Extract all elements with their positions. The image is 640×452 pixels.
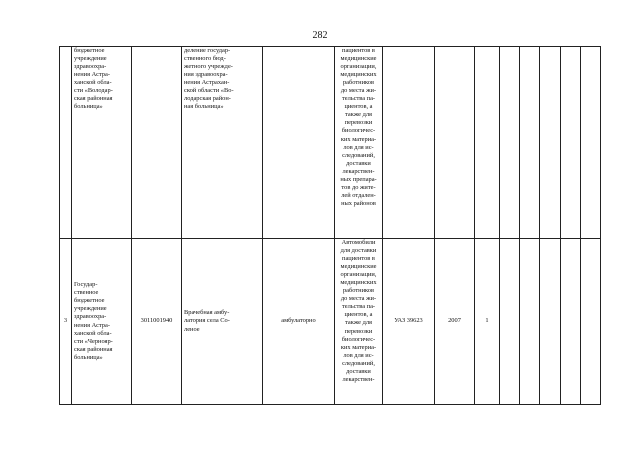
empty-cell — [540, 47, 561, 239]
empty-cell — [500, 239, 520, 405]
count-cell — [475, 47, 500, 239]
table-row — [60, 239, 601, 405]
year-cell: 2007 — [435, 239, 475, 405]
empty-cell — [540, 239, 561, 405]
subdivision-cell — [182, 239, 263, 405]
empty-cell — [520, 239, 540, 405]
inn-cell — [132, 47, 182, 239]
year-cell — [435, 47, 475, 239]
row-number-cell: 3 — [60, 239, 72, 405]
vehicle-model-cell: УАЗ 39623 — [383, 239, 435, 405]
institution-cell — [72, 239, 132, 405]
empty-cell — [500, 47, 520, 239]
subdivision-text: деление государ- ственного бюд- жетного учрежде- ния здравоохра- нения Астрахан- ской области «Во- лодарская район- ная больница» — [184, 47, 234, 111]
institution-text: Государ- ственное бюджетное учреждение здравоохра- нения Астра- ханской обла- сти «Чернояр- ская районная больница» — [74, 281, 113, 361]
subdivision-cell — [182, 47, 263, 239]
care-type-cell: амбулаторно — [263, 239, 335, 405]
empty-cell — [581, 239, 601, 405]
table-row — [60, 47, 601, 239]
subdivision-text: Врачебная амбу- латория села Со- леное — [184, 309, 230, 333]
vehicle-purpose-text: пациентов в медицинские организации, медицинских работников до места жи- тельства па- циентов, а также для перевозки биологичес- ких материа- лов для ис- следований, доставки лекарствен- ных препара- тов до жите- лей отдален- ных районов — [340, 47, 377, 207]
vehicle-purpose-cell — [335, 239, 383, 405]
care-type-cell — [263, 47, 335, 239]
row-number-cell — [60, 47, 72, 239]
empty-cell — [561, 239, 581, 405]
empty-cell — [520, 47, 540, 239]
inn-cell: 3011001940 — [132, 239, 182, 405]
institution-cell — [72, 47, 132, 239]
vehicle-model-cell — [383, 47, 435, 239]
empty-cell — [561, 47, 581, 239]
vehicle-registry-table — [59, 46, 601, 405]
institution-text: бюджетное учреждение здравоохра- нения Астра- ханской обла- сти «Володар- ская районная больница» — [74, 47, 113, 111]
empty-cell — [581, 47, 601, 239]
vehicle-purpose-text: Автомобили для доставки пациентов в медицинские организации, медицинских работников до места жи- тельства па- циентов, а также для перевозки биологичес- ких материа- лов для ис- следований, доставки лекарствен- — [340, 239, 377, 383]
page-number: 282 — [312, 30, 328, 41]
vehicle-purpose-cell — [335, 47, 383, 239]
count-cell: 1 — [475, 239, 500, 405]
